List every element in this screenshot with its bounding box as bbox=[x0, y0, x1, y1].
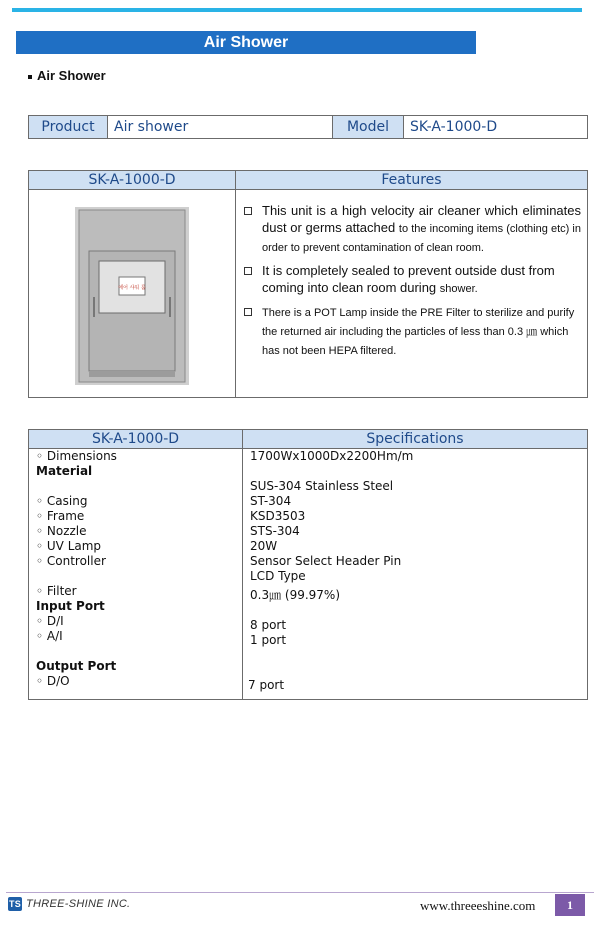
checkbox-square-icon bbox=[244, 207, 252, 215]
footer-divider bbox=[6, 892, 594, 893]
logo-mark-icon: TS bbox=[8, 899, 22, 909]
product-label: Product bbox=[29, 116, 108, 139]
top-accent-line bbox=[12, 8, 582, 12]
subheading-text: Air Shower bbox=[37, 68, 106, 83]
frame-label: ◦ Frame bbox=[36, 509, 85, 523]
website-url[interactable]: www.threeeshine.com bbox=[420, 898, 536, 913]
frame-value: KSD3503 bbox=[250, 509, 306, 523]
features-model-header: SK-A-1000-D bbox=[29, 171, 236, 190]
product-value: Air shower bbox=[108, 116, 333, 139]
spec-labels-cell bbox=[29, 449, 243, 700]
feature-item bbox=[244, 303, 581, 360]
nozzle-value: STS-304 bbox=[250, 524, 300, 538]
controller-label: ◦ Controller bbox=[36, 554, 106, 568]
spec-model-header: SK-A-1000-D bbox=[29, 430, 243, 449]
casing-label: ◦ Casing bbox=[36, 494, 88, 508]
product-photo-cell bbox=[29, 190, 236, 398]
di-value: 8 port bbox=[250, 618, 287, 632]
features-table bbox=[28, 170, 588, 398]
air-shower-photo bbox=[75, 207, 189, 385]
spec-header: Specifications bbox=[243, 430, 588, 449]
filter-value: 0.3㎛ (99.97%) bbox=[250, 588, 341, 602]
material-heading: Material bbox=[36, 464, 93, 478]
feature-text-large: This unit is a high velocity air cleaner which eliminates dust or germs attached bbox=[262, 203, 581, 235]
do-value: 7 port bbox=[248, 678, 285, 692]
product-table bbox=[28, 115, 588, 139]
dimensions-value: 1700Wx1000Dx2200Hm/m bbox=[250, 449, 414, 463]
features-header: Features bbox=[236, 171, 588, 190]
input-port-heading: Input Port bbox=[36, 599, 105, 613]
output-port-heading: Output Port bbox=[36, 659, 117, 673]
feature-item bbox=[244, 202, 581, 257]
ai-label: ◦ A/I bbox=[36, 629, 63, 643]
ai-value: 1 port bbox=[250, 633, 287, 647]
bullet-square-icon bbox=[28, 75, 32, 79]
di-label: ◦ D/I bbox=[36, 614, 64, 628]
material-value: SUS-304 Stainless Steel bbox=[250, 479, 394, 493]
feature-text-small: to the incoming items (clothing etc) in order to prevent contamination of clean room. bbox=[262, 223, 581, 254]
dimensions-label: ◦ Dimensions bbox=[36, 449, 117, 463]
model-value: SK-A-1000-D bbox=[404, 116, 588, 139]
section-subheading bbox=[28, 68, 106, 83]
specifications-table bbox=[28, 429, 588, 700]
company-logo bbox=[8, 897, 130, 911]
feature-text-large: It is completely sealed to prevent outside dust from coming into clean room during bbox=[262, 263, 555, 295]
feature-text-small: shower. bbox=[439, 283, 478, 295]
checkbox-square-icon bbox=[244, 267, 252, 275]
model-label: Model bbox=[333, 116, 404, 139]
feature-text-small: There is a POT Lamp inside the PRE Filter to sterilize and purify the returned air including the particles of less than 0.3 ㎛ which has not been HEPA filtered. bbox=[262, 307, 575, 357]
controller-value-1: Sensor Select Header Pin bbox=[250, 554, 402, 568]
controller-value-2: LCD Type bbox=[250, 569, 306, 583]
page-title-banner: Air Shower bbox=[16, 31, 476, 54]
feature-item bbox=[244, 262, 581, 298]
uv-lamp-value: 20W bbox=[250, 539, 278, 553]
casing-value: ST-304 bbox=[250, 494, 292, 508]
do-label: ◦ D/O bbox=[36, 674, 70, 688]
features-text-cell bbox=[236, 190, 588, 398]
photo-sign-text: 에어 샤워 룸 bbox=[118, 284, 146, 291]
page-number: 1 bbox=[555, 894, 585, 916]
checkbox-square-icon bbox=[244, 308, 252, 316]
spec-values-cell bbox=[243, 449, 588, 700]
uv-lamp-label: ◦ UV Lamp bbox=[36, 539, 102, 553]
logo-text: THREE-SHINE INC. bbox=[26, 897, 131, 910]
filter-label: ◦ Filter bbox=[36, 584, 77, 598]
nozzle-label: ◦ Nozzle bbox=[36, 524, 87, 538]
